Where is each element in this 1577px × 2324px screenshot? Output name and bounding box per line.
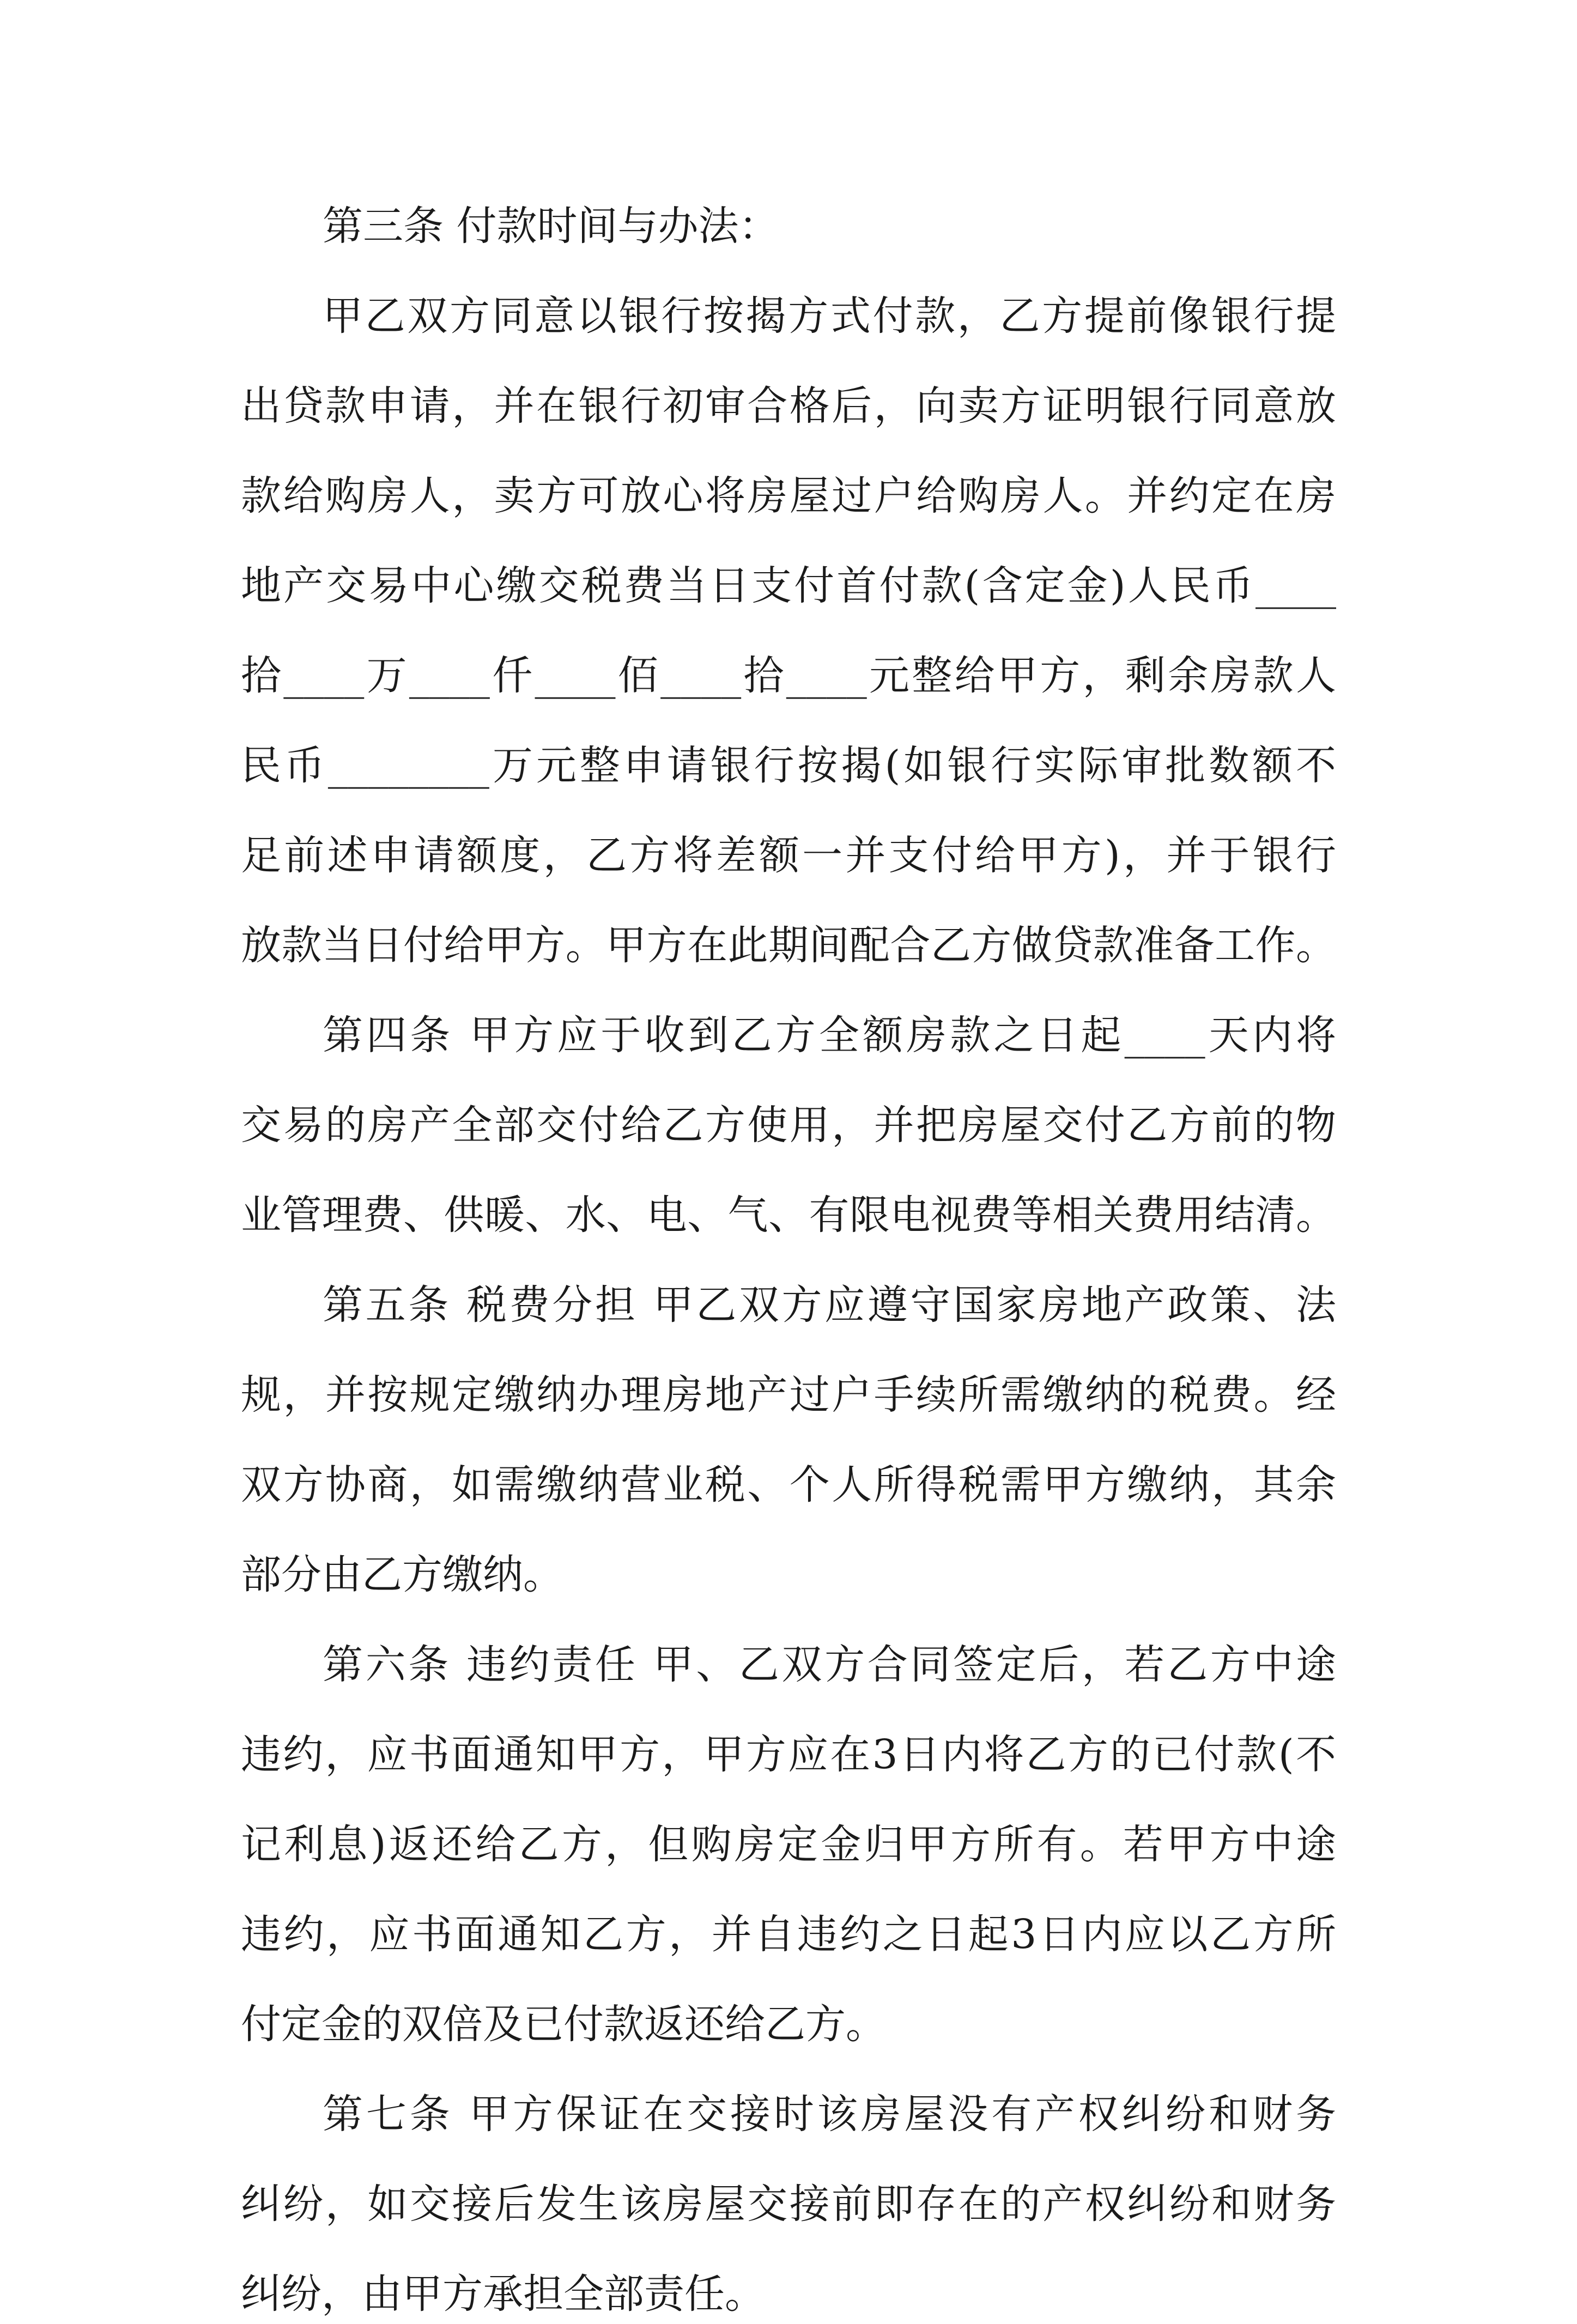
article-4-line: 业管理费、供暖、水、电、气、有限电视费等相关费用结清。 [241,1192,1336,1239]
article-5-line: 第五条 税费分担 甲乙双方应遵守国家房地产政策、法 [323,1282,1336,1328]
article-6-line: 记利息)返还给乙方，但购房定金归甲方所有。若甲方中途 [241,1821,1336,1868]
article-3-paragraph-line: 出贷款申请，并在银行初审合格后，向卖方证明银行同意放 [241,383,1336,429]
article-3-paragraph-line: 款给购房人，卖方可放心将房屋过户给购房人。并约定在房 [241,472,1336,519]
article-3-paragraph-line: 足前述申请额度，乙方将差额一并支付给甲方)，并于银行 [241,832,1336,879]
article-3-paragraph-line: 拾____万____仟____佰____拾____元整给甲方，剩余房款人 [241,652,1336,699]
article-5-line: 部分由乙方缴纳。 [241,1551,563,1598]
article-3-paragraph-line: 地产交易中心缴交税费当日支付首付款(含定金)人民币____ [241,562,1336,609]
article-5-line: 规，并按规定缴纳办理房地产过户手续所需缴纳的税费。经 [241,1372,1336,1418]
article-3-paragraph-line: 放款当日付给甲方。甲方在此期间配合乙方做贷款准备工作。 [241,922,1336,969]
article-6-line: 第六条 违约责任 甲、乙双方合同签定后，若乙方中途 [323,1641,1336,1688]
article-3-paragraph-line: 民币________万元整申请银行按揭(如银行实际审批数额不 [241,742,1336,789]
article-4-line: 第四条 甲方应于收到乙方全额房款之日起____天内将 [323,1012,1336,1059]
article-6-line: 违约，应书面通知甲方，甲方应在3日内将乙方的已付款(不 [241,1731,1336,1778]
article-3-heading: 第三条 付款时间与办法： [323,203,779,250]
article-7-line: 纠纷，如交接后发生该房屋交接前即存在的产权纠纷和财务 [241,2181,1336,2228]
article-5-line: 双方协商，如需缴纳营业税、个人所得税需甲方缴纳，其余 [241,1461,1336,1508]
article-3-paragraph-line: 甲乙双方同意以银行按揭方式付款，乙方提前像银行提 [323,293,1336,339]
article-4-line: 交易的房产全部交付给乙方使用，并把房屋交付乙方前的物 [241,1102,1336,1149]
article-6-line: 付定金的双倍及已付款返还给乙方。 [241,2001,886,2048]
article-7-line: 纠纷，由甲方承担全部责任。 [241,2271,765,2317]
article-7-line: 第七条 甲方保证在交接时该房屋没有产权纠纷和财务 [323,2091,1336,2138]
article-6-line: 违约，应书面通知乙方，并自违约之日起3日内应以乙方所 [241,1911,1336,1958]
